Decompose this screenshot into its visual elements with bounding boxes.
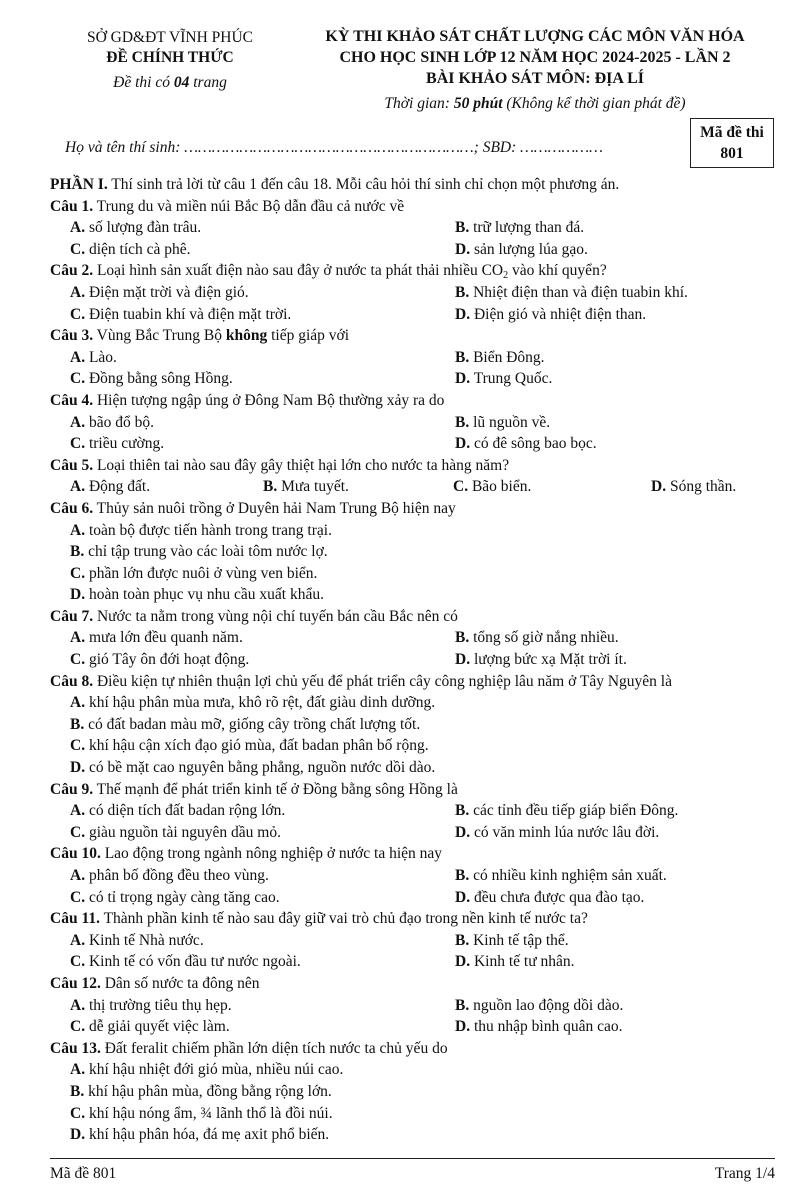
option-letter: A.: [70, 867, 86, 884]
exam-code-value: 801: [720, 145, 744, 162]
answer-option: [455, 304, 646, 326]
option-text: khí hậu phân mùa, đồng bằng rộng lớn.: [88, 1082, 332, 1100]
question-stem: [50, 325, 770, 347]
option-row: [50, 930, 770, 952]
answer-option: [70, 1124, 329, 1146]
question-stem: [50, 606, 770, 628]
option-row: [50, 476, 770, 498]
question-stem: [50, 1038, 770, 1060]
question-number: Câu 4.: [50, 391, 94, 409]
answer-option: [455, 1016, 622, 1038]
option-row: [50, 368, 770, 390]
question-number: Câu 2.: [50, 262, 94, 280]
answer-option: [70, 735, 429, 757]
exam-title-2: CHO HỌC SINH LỚP 12 NĂM HỌC 2024-2025 - LẦN 2: [339, 49, 731, 66]
option-letter: D.: [455, 435, 471, 453]
option-text: các tỉnh đều tiếp giáp biển Đông.: [473, 802, 679, 820]
option-text: Sóng thần.: [669, 478, 737, 496]
option-row: [50, 239, 770, 261]
option-row: [50, 1016, 770, 1038]
answer-option: [70, 563, 317, 585]
answer-option: [263, 476, 349, 498]
option-text: chỉ tập trung vào các loài tôm nước lợ.: [88, 543, 328, 561]
option-letter: C.: [70, 1018, 86, 1036]
option-text: Nhiệt điện than và điện tuabin khí.: [473, 283, 688, 301]
option-letter: B.: [455, 867, 470, 884]
answer-option: [455, 887, 644, 909]
option-text: khí hậu nóng ẩm, ¾ lãnh thổ là đồi núi.: [88, 1104, 333, 1122]
option-letter: B.: [70, 1082, 85, 1100]
option-letter: D.: [70, 759, 86, 777]
question-stem: [50, 390, 770, 412]
option-letter: A.: [70, 348, 86, 366]
question-stem: [50, 908, 770, 930]
option-letter: D.: [455, 1018, 471, 1036]
question-number: Câu 3.: [50, 327, 94, 345]
department-name: SỞ GD&ĐT VĨNH PHÚC: [86, 29, 254, 46]
option-text: mưa lớn đều quanh năm.: [88, 629, 243, 647]
option-text: bão đổ bộ.: [88, 413, 154, 431]
option-text: lũ nguồn về.: [473, 413, 551, 431]
answer-option: [70, 239, 191, 261]
exam-code-label: Mã đề thi: [700, 124, 764, 141]
option-letter: B.: [455, 931, 470, 949]
option-text: có tỉ trọng ngày càng tăng cao.: [88, 888, 280, 906]
question-text-subscript: 2: [503, 270, 509, 282]
question-number: Câu 5.: [50, 456, 94, 474]
option-letter: C.: [70, 305, 86, 323]
question-stem: [50, 196, 770, 218]
option-text: Điện mặt trời và điện gió.: [88, 283, 249, 301]
question-text: Nước ta nằm trong vùng nội chí tuyến bán cầu Bắc nên có: [93, 607, 458, 625]
option-text: diện tích cà phê.: [88, 240, 191, 258]
option-row: [50, 649, 770, 671]
answer-option: [455, 239, 588, 261]
answer-option: [455, 412, 550, 434]
page-count-note: Đề thi có 04 trang: [113, 74, 227, 91]
option-letter: D.: [455, 888, 471, 906]
option-letter: D.: [651, 478, 667, 496]
option-letter: B.: [70, 543, 85, 561]
answer-option: [70, 930, 204, 952]
answer-option: [455, 800, 678, 822]
answer-option: [453, 476, 531, 498]
question-text: Loại hình sản xuất điện nào sau đây ở nước ta phát thải nhiều CO: [93, 262, 504, 280]
option-letter: D.: [455, 953, 471, 971]
option-letter: C.: [70, 651, 86, 669]
option-text: sản lượng lúa gạo.: [473, 240, 588, 258]
answer-option: [70, 304, 291, 326]
question-number: Câu 12.: [50, 974, 101, 992]
answer-option: [455, 347, 545, 369]
answer-option: [455, 951, 574, 973]
answer-option: [70, 822, 281, 844]
part-heading: PHẦN I. Thí sinh trả lời từ câu 1 đến câu 18. Mỗi câu hỏi thí sinh chỉ chọn một phương án.: [50, 176, 620, 193]
option-row: [50, 822, 770, 844]
option-text: Kinh tế tập thể.: [473, 931, 569, 949]
answer-option: [70, 995, 232, 1017]
option-letter: C.: [70, 564, 86, 582]
answer-option: [70, 476, 150, 498]
answer-option: [70, 757, 435, 779]
question-text: Thành phần kinh tế nào sau đây giữ vai trò chủ đạo trong nền kinh tế nước ta?: [99, 910, 588, 928]
option-letter: C.: [70, 823, 86, 841]
option-letter: C.: [453, 478, 469, 496]
option-row: [50, 1081, 770, 1103]
answer-option: [455, 865, 667, 887]
option-row: [50, 865, 770, 887]
answer-option: [455, 217, 584, 239]
option-text: khí hậu nhiệt đới gió mùa, nhiều núi cao.: [88, 1061, 344, 1079]
option-row: [50, 217, 770, 239]
exam-code-box: [690, 118, 774, 168]
footer-page-number: Trang 1/4: [714, 1165, 775, 1182]
option-text: Trung Quốc.: [473, 370, 553, 388]
footer-exam-code: Mã đề 801: [50, 1165, 117, 1182]
option-letter: B.: [455, 802, 470, 820]
option-letter: D.: [70, 586, 86, 604]
question-text: Thế mạnh để phát triển kinh tế ở Đồng bằng sông Hồng là: [93, 780, 458, 798]
option-letter: C.: [70, 737, 86, 755]
question-text: Trung du và miền núi Bắc Bộ dẫn đầu cả nước về: [93, 197, 405, 215]
answer-option: [70, 800, 285, 822]
question-number: Câu 6.: [50, 499, 94, 517]
option-row: [50, 714, 770, 736]
question-text-emphasis: không: [225, 327, 268, 345]
option-row: [50, 1124, 770, 1146]
option-text: hoàn toàn phục vụ nhu cầu xuất khẩu.: [88, 586, 324, 604]
option-text: triều cường.: [88, 435, 165, 453]
option-text: phân bố đồng đều theo vùng.: [88, 867, 269, 884]
option-row: [50, 304, 770, 326]
answer-option: [455, 649, 627, 671]
option-letter: A.: [70, 1061, 86, 1079]
option-row: [50, 951, 770, 973]
option-letter: A.: [70, 413, 86, 431]
option-letter: A.: [70, 219, 86, 237]
question-text: Vùng Bắc Trung Bộ: [93, 327, 226, 345]
option-text: toàn bộ được tiến hành trong trang trại.: [88, 521, 332, 539]
option-letter: B.: [455, 629, 470, 647]
option-letter: B.: [263, 478, 278, 496]
option-text: lượng bức xạ Mặt trời ít.: [473, 651, 627, 669]
answer-option: [455, 995, 623, 1017]
question-text: Lao động trong ngành nông nghiệp ở nước ta hiện nay: [100, 845, 443, 863]
option-letter: C.: [70, 888, 86, 906]
answer-option: [70, 627, 243, 649]
question-stem: [50, 973, 770, 995]
option-text: Kinh tế Nhà nước.: [88, 931, 204, 949]
header-left: [55, 28, 285, 93]
option-letter: B.: [70, 715, 85, 733]
answer-option: [70, 433, 164, 455]
option-text: trữ lượng than đá.: [473, 219, 585, 237]
answer-option: [70, 541, 328, 563]
answer-option: [70, 887, 280, 909]
option-row: [50, 757, 770, 779]
option-text: Mưa tuyết.: [281, 478, 349, 496]
question-stem: [50, 843, 770, 865]
option-text: có bề mặt cao nguyên bằng phẳng, nguồn nước dồi dào.: [88, 759, 436, 777]
question-number: Câu 8.: [50, 672, 94, 690]
answer-option: [70, 951, 301, 973]
option-letter: A.: [70, 283, 86, 301]
option-text: khí hậu cận xích đạo gió mùa, đất badan phân bố rộng.: [88, 737, 429, 755]
question-text: Đất feralit chiếm phần lớn diện tích nước ta chủ yếu do: [100, 1039, 448, 1057]
option-text: dễ giải quyết việc làm.: [88, 1018, 230, 1036]
question-stem: [50, 498, 770, 520]
option-text: gió Tây ôn đới hoạt động.: [88, 651, 250, 669]
answer-option: [70, 412, 154, 434]
option-text: Kinh tế tư nhân.: [473, 953, 575, 971]
option-row: [50, 1059, 770, 1081]
question-number: Câu 9.: [50, 780, 94, 798]
answer-option: [70, 347, 117, 369]
option-text: Đồng bằng sông Hồng.: [88, 370, 233, 388]
option-letter: C.: [70, 370, 86, 388]
question-text: Điều kiện tự nhiên thuận lợi chủ yếu để phát triển cây công nghiệp lâu năm ở Tây Nguyên là: [93, 672, 672, 690]
answer-option: [70, 714, 420, 736]
question-number: Câu 11.: [50, 910, 100, 928]
exam-subject: BÀI KHẢO SÁT MÔN: ĐỊA LÍ: [426, 70, 644, 87]
question-stem: [50, 671, 770, 693]
option-text: thu nhập bình quân cao.: [473, 1018, 623, 1036]
option-letter: B.: [455, 219, 470, 237]
answer-option: [70, 520, 332, 542]
answer-option: [70, 368, 233, 390]
option-letter: B.: [455, 413, 470, 431]
option-row: [50, 541, 770, 563]
option-text: đều chưa được qua đào tạo.: [473, 888, 645, 906]
option-letter: D.: [455, 305, 471, 323]
question-text: Hiện tượng ngập úng ở Đông Nam Bộ thường xảy ra do: [93, 391, 445, 409]
option-letter: D.: [455, 823, 471, 841]
question-number: Câu 10.: [50, 845, 101, 863]
answer-option: [455, 822, 659, 844]
option-letter: D.: [455, 651, 471, 669]
question-text: Loại thiên tai nào sau đây gây thiệt hại lớn cho nước ta hàng năm?: [93, 456, 510, 474]
option-row: [50, 887, 770, 909]
option-row: [50, 800, 770, 822]
answer-option: [70, 1016, 230, 1038]
option-letter: C.: [70, 435, 86, 453]
question-stem: [50, 455, 770, 477]
option-text: khí hậu phân hóa, đá mẹ axit phổ biến.: [88, 1126, 330, 1144]
question-number: Câu 1.: [50, 197, 94, 215]
option-text: có diện tích đất badan rộng lớn.: [88, 802, 286, 820]
official-label: ĐỀ CHÍNH THỨC: [106, 49, 234, 66]
answer-option: [651, 476, 736, 498]
option-text: Bão biển.: [471, 478, 532, 496]
question-stem: [50, 260, 770, 282]
question-number: Câu 13.: [50, 1039, 101, 1057]
exam-title-1: KỲ THI KHẢO SÁT CHẤT LƯỢNG CÁC MÔN VĂN HÓA: [325, 28, 745, 45]
option-letter: A.: [70, 629, 86, 647]
option-letter: A.: [70, 802, 86, 820]
option-text: số lượng đàn trâu.: [88, 219, 202, 237]
option-row: [50, 520, 770, 542]
answer-option: [70, 282, 249, 304]
answer-option: [455, 433, 597, 455]
option-letter: B.: [455, 283, 470, 301]
option-row: [50, 584, 770, 606]
answer-option: [455, 282, 688, 304]
option-letter: A.: [70, 521, 86, 539]
question-text: Dân số nước ta đông nên: [100, 974, 260, 992]
candidate-info-line: Họ và tên thí sinh: ………………………………………………………; SBD: ………………: [65, 139, 603, 156]
option-text: thị trường tiêu thụ hẹp.: [88, 996, 232, 1014]
option-row: [50, 433, 770, 455]
answer-option: [70, 649, 249, 671]
option-row: [50, 692, 770, 714]
page-footer: [50, 1158, 775, 1182]
answer-option: [70, 692, 435, 714]
option-text: Lào.: [88, 348, 117, 366]
option-row: [50, 282, 770, 304]
header-right: [290, 26, 780, 114]
option-text: có văn minh lúa nước lâu đời.: [473, 823, 660, 841]
answer-option: [70, 1081, 332, 1103]
option-row: [50, 1103, 770, 1125]
option-row: [50, 735, 770, 757]
option-text: Động đất.: [88, 478, 151, 496]
question-number: Câu 7.: [50, 607, 94, 625]
option-text: phần lớn được nuôi ở vùng ven biển.: [88, 564, 318, 582]
option-text: có nhiều kinh nghiệm sản xuất.: [473, 867, 667, 884]
option-text: tổng số giờ nắng nhiều.: [473, 629, 619, 647]
answer-option: [70, 584, 324, 606]
option-text: Điện gió và nhiệt điện than.: [473, 305, 647, 323]
answer-option: [70, 217, 201, 239]
exam-time: Thời gian: 50 phút (Không kể thời gian phát đề): [384, 95, 686, 112]
answer-option: [455, 627, 619, 649]
option-text: nguồn lao động dồi dào.: [473, 996, 624, 1014]
answer-option: [455, 368, 552, 390]
option-letter: D.: [455, 240, 471, 258]
option-row: [50, 995, 770, 1017]
option-letter: C.: [70, 240, 86, 258]
option-text: Biển Đông.: [473, 348, 545, 366]
option-text: có đê sông bao bọc.: [473, 435, 597, 453]
question-text: vào khí quyển?: [508, 262, 607, 280]
option-letter: A.: [70, 478, 86, 496]
option-text: có đất badan màu mỡ, giống cây trồng chất lượng tốt.: [88, 715, 421, 733]
answer-option: [455, 930, 569, 952]
option-row: [50, 563, 770, 585]
option-letter: C.: [70, 1104, 86, 1122]
option-text: khí hậu phân mùa mưa, khô rõ rệt, đất giàu dinh dưỡng.: [88, 694, 436, 712]
answer-option: [70, 865, 269, 887]
option-letter: B.: [455, 996, 470, 1014]
option-text: Điện tuabin khí và điện mặt trời.: [88, 305, 292, 323]
answer-option: [70, 1103, 333, 1125]
option-row: [50, 412, 770, 434]
option-letter: D.: [455, 370, 471, 388]
option-letter: A.: [70, 694, 86, 712]
option-letter: A.: [70, 931, 86, 949]
option-letter: C.: [70, 953, 86, 971]
option-text: giàu nguồn tài nguyên dầu mỏ.: [88, 823, 281, 841]
option-letter: D.: [70, 1126, 86, 1144]
option-row: [50, 627, 770, 649]
option-row: [50, 347, 770, 369]
option-letter: B.: [455, 348, 470, 366]
option-letter: A.: [70, 996, 86, 1014]
exam-content: [50, 174, 770, 1146]
question-text: tiếp giáp với: [267, 327, 350, 345]
option-text: Kinh tế có vốn đầu tư nước ngoài.: [88, 953, 301, 971]
question-text: Thủy sản nuôi trồng ở Duyên hải Nam Trung Bộ hiện nay: [93, 499, 456, 517]
question-stem: [50, 779, 770, 801]
answer-option: [70, 1059, 343, 1081]
